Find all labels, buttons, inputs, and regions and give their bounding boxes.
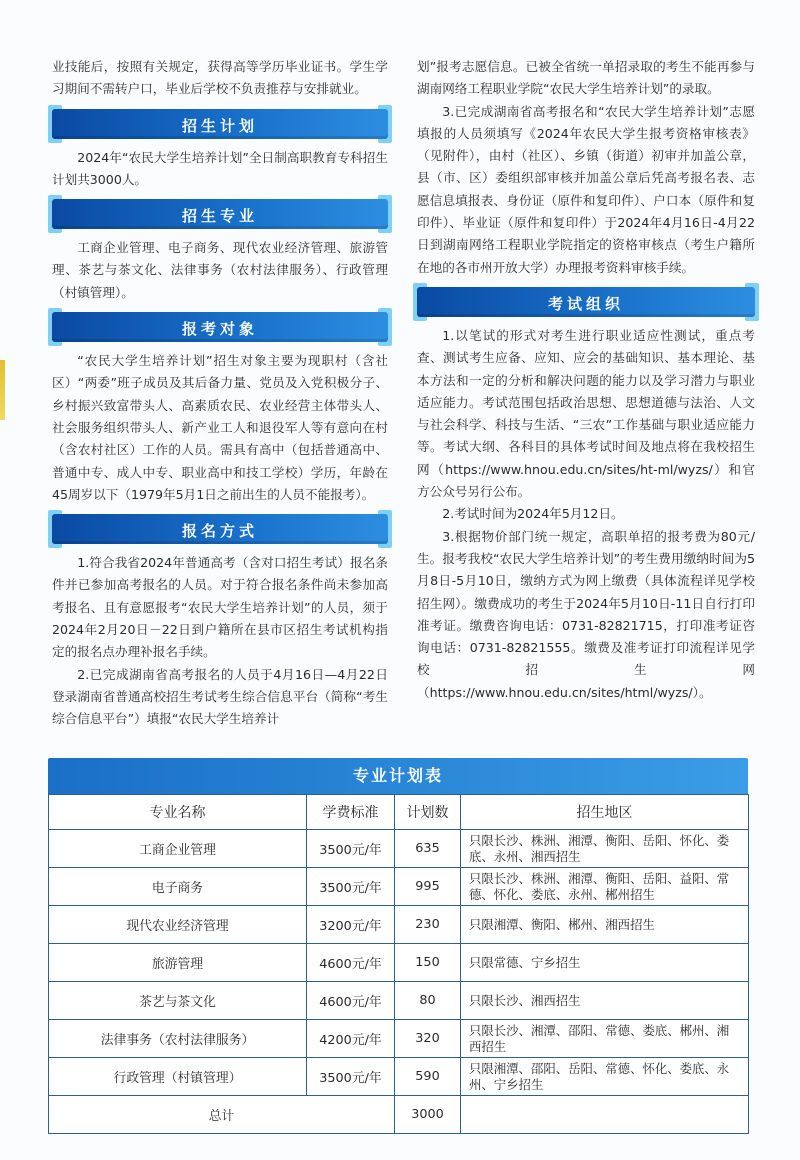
header-fee: 学费标准	[307, 795, 395, 830]
intro-paragraph: 业技能后，按照有关规定，获得高等学历毕业证书。学生学习期间不需转户口，毕业后学校不负责推荐与安排就业。	[52, 59, 388, 97]
table-total-row	[49, 1096, 749, 1134]
table-row: 工商企业管理 3500元/年 635 只限长沙、株洲、湘潭、衡阳、岳阳、怀化、娄底、永州、湘西招生	[49, 830, 749, 868]
right-column	[417, 56, 755, 704]
left-column	[52, 56, 388, 731]
section-heading-registration: 报名方式	[52, 512, 388, 546]
exam-paragraph-3: 3.根据物价部门统一规定，高职单招的报考费为80元/生。报考我校“农民大学生培养计划”的考生费用缴纳时间为5月8日-5月10日，缴纳方式为网上缴费（具体流程详见学校招生网）。缴费成功的考生于2024年5月10日-11日自行打印准考证。缴费咨询电话：0731-82821715，打印准考证咨询电话：0731-82821555。缴费及准考证打印流程详见学校招生网（https://www.hnou.edu.cn/sites/html/wyzs/）。	[417, 528, 755, 700]
applicants-paragraph: “农民大学生培养计划”招生对象主要为现职村（含社区）“两委”班子成员及其后备力量、党员及入党积极分子、乡村振兴致富带头人、高素质农民、农业经营主体带头人、社会服务组织带头人、新产业工人和退役军人等有意向在村（含农村社区）工作的人员。需具有高中（包括普通高中、普通中专、成人中专、职业高中和技工学校）学历，年龄在45周岁以下（1979年5月1日之前出生的人员不能报考）。	[52, 353, 388, 502]
exam-paragraph-2: 2.考试时间为2024年5月12日。	[442, 506, 624, 522]
table-row: 现代农业经济管理 3200元/年 230 只限湘潭、衡阳、郴州、湘西招生	[49, 906, 749, 944]
total-count: 3000	[395, 1096, 461, 1134]
table-row: 法律事务（农村法律服务） 4200元/年 320 只限长沙、湘潭、邵阳、常德、娄底、郴州、湘西招生	[49, 1020, 749, 1058]
total-label: 总计	[49, 1096, 395, 1134]
table-header-row	[49, 795, 749, 830]
registration-continued: 划”报考志愿信息。已被全省统一单招录取的考生不能再参与湖南网络工程职业学院“农民大学生培养计划”的录取。	[417, 59, 755, 97]
table-row: 行政管理（村镇管理） 3500元/年 590 只限湘潭、邵阳、岳阳、常德、怀化、娄底、永州、宁乡招生	[49, 1058, 749, 1096]
table-title: 专业计划表	[48, 758, 748, 794]
table-row: 旅游管理 4600元/年 150 只限常德、宁乡招生	[49, 944, 749, 982]
header-major: 专业名称	[49, 795, 307, 830]
header-region: 招生地区	[461, 795, 749, 830]
section-heading-applicants: 报考对象	[52, 310, 388, 344]
page-edge-decoration	[0, 360, 5, 420]
section-heading-plan: 招生计划	[52, 107, 388, 141]
section-heading-majors: 招生专业	[52, 197, 388, 231]
table-row: 电子商务 3500元/年 995 只限长沙、株洲、湘潭、衡阳、岳阳、益阳、常德、怀化、娄底、永州、郴州招生	[49, 868, 749, 906]
majors-paragraph: 工商企业管理、电子商务、现代农业经济管理、旅游管理、茶艺与茶文化、法律事务（农村法律服务）、行政管理（村镇管理）。	[52, 240, 388, 300]
registration-paragraph-3: 3.已完成湖南省高考报名和“农民大学生培养计划”志愿填报的人员须填写《2024年农民大学生报考资格审核表》（见附件），由村（社区）、乡镇（街道）初审并加盖公章，县（市、区）委组织部审核并加盖公章后凭高考报名表、志愿信息填报表、身份证（原件和复印件）、户口本（原件和复印件）、毕业证（原件和复印件）于2024年4月16日-4月22日到湖南网络工程职业学院指定的资格审核点（考生户籍所在地的各市州开放大学）办理报考资料审核手续。	[417, 103, 755, 275]
registration-paragraph-1: 1.符合我省2024年普通高考（含对口招生考试）报名条件并已参加高考报名的人员。对于符合报名条件尚未参加高考报名、且有意愿报考“农民大学生培养计划”的人员，须于2024年2月20日－22日到户籍所在县市区招生考试机构指定的报名点办理补报名手续。	[52, 555, 388, 660]
section-heading-exam: 考试组织	[417, 285, 755, 319]
header-count: 计划数	[395, 795, 461, 830]
table-row: 茶艺与茶文化 4600元/年 80 只限长沙、湘西招生	[49, 982, 749, 1020]
exam-paragraph-1: 1.以笔试的形式对考生进行职业适应性测试，重点考查、测试考生应备、应知、应会的基础知识、基本理论、基本方法和一定的分析和解决问题的能力以及学习潜力与职业适应能力。考试范围包括政治思想、思想道德与法治、人文与社会科学、科技与生活、“三农”工作基础与职业适应能力等。考试大纲、各科目的具体考试时间及地点将在我校招生网（https://www.hnou.edu.cn/sites/ht-ml/wyzs/）和官方公众号另行公布。	[417, 327, 755, 500]
registration-paragraph-2: 2.已完成湖南省高考报名的人员于4月16日—4月22日登录湖南省普通高校招生考试考生综合信息平台（简称“考生综合信息平台”）填报“农民大学生培养计	[52, 666, 388, 727]
major-plan-table	[48, 758, 748, 1134]
plan-paragraph: 2024年“农民大学生培养计划”全日制高职教育专科招生计划共3000人。	[52, 149, 388, 187]
